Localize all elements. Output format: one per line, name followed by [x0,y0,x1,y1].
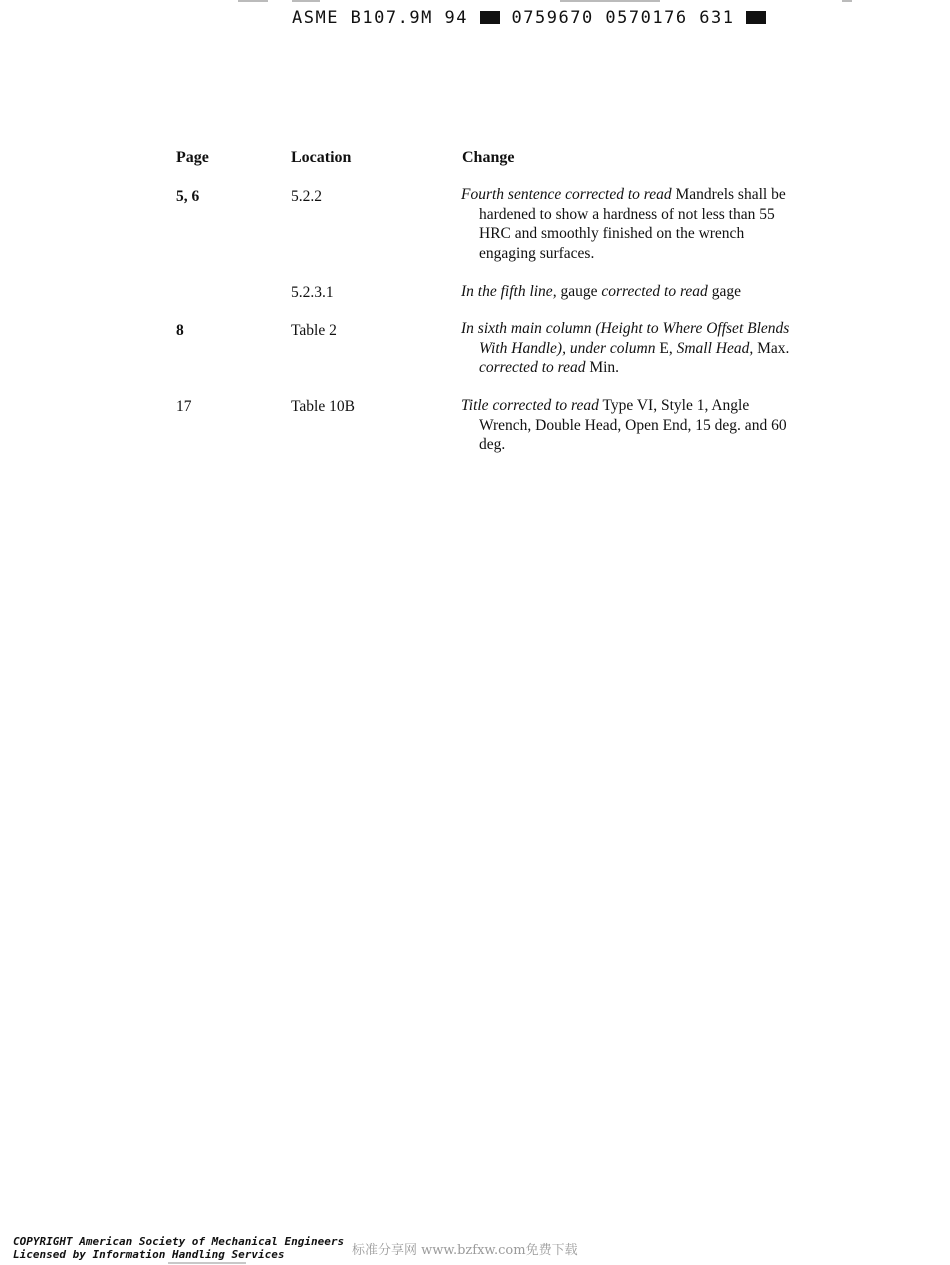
scan-mark [842,0,852,2]
row-change [461,396,799,455]
copyright-line: COPYRIGHT American Society of Mechanical Engineers [13,1235,345,1248]
row-location: Table 10B [291,398,355,415]
change-text-segment: Type VI, Style 1, Angle Wrench, Double Head, Open End, 15 deg. and 60 deg. [479,397,787,453]
row-page: 17 [176,398,192,415]
change-text-segment: Fourth sentence corrected to read [461,186,672,203]
scan-mark [238,0,268,2]
scan-mark [292,0,320,2]
change-text-segment: Title corrected to read [461,397,599,414]
footer-rule [168,1262,246,1264]
row-location: 5.2.3.1 [291,284,334,301]
row-change [461,185,799,263]
document-header-code [292,8,766,28]
header-code-standard: ASME B107.9M 94 [292,8,469,28]
row-location: 5.2.2 [291,188,322,205]
row-page: 8 [176,322,184,339]
change-text-segment: In the fifth line, [461,283,557,300]
change-text-segment: Max. [753,339,790,357]
column-header-page: Page [176,149,209,166]
change-text-segment: corrected to read [479,359,586,376]
row-change [461,282,799,302]
license-line: Licensed by Information Handling Services [13,1248,285,1261]
change-text-segment: Min. [585,359,620,376]
row-page: 5, 6 [176,188,200,205]
change-text-segment: Mandrels shall be hardened to show a hardness of not less than 55 HRC and smoothly finished on the wrench engaging surfaces. [479,186,786,262]
change-text-segment: corrected to read [601,283,708,300]
change-text-segment: Small Head, [676,339,754,357]
change-text-segment: In sixth main column (Height to Where Offset Blends With Handle), under column [461,320,790,357]
copyright-footer [13,1235,344,1261]
change-text-segment: gauge [556,283,602,300]
change-text-segment: E, [655,339,677,357]
row-location: Table 2 [291,322,337,339]
header-code-number: 0759670 0570176 631 [511,8,735,28]
header-block-mark [480,11,500,24]
scan-mark [560,0,660,2]
change-text-segment: gage [707,283,741,300]
column-header-change: Change [462,149,515,166]
header-block-mark [746,11,766,24]
column-header-location: Location [291,149,352,166]
watermark-text: 标准分享网 www.bzfxw.com免费下载 [352,1243,578,1258]
row-change [461,319,799,378]
